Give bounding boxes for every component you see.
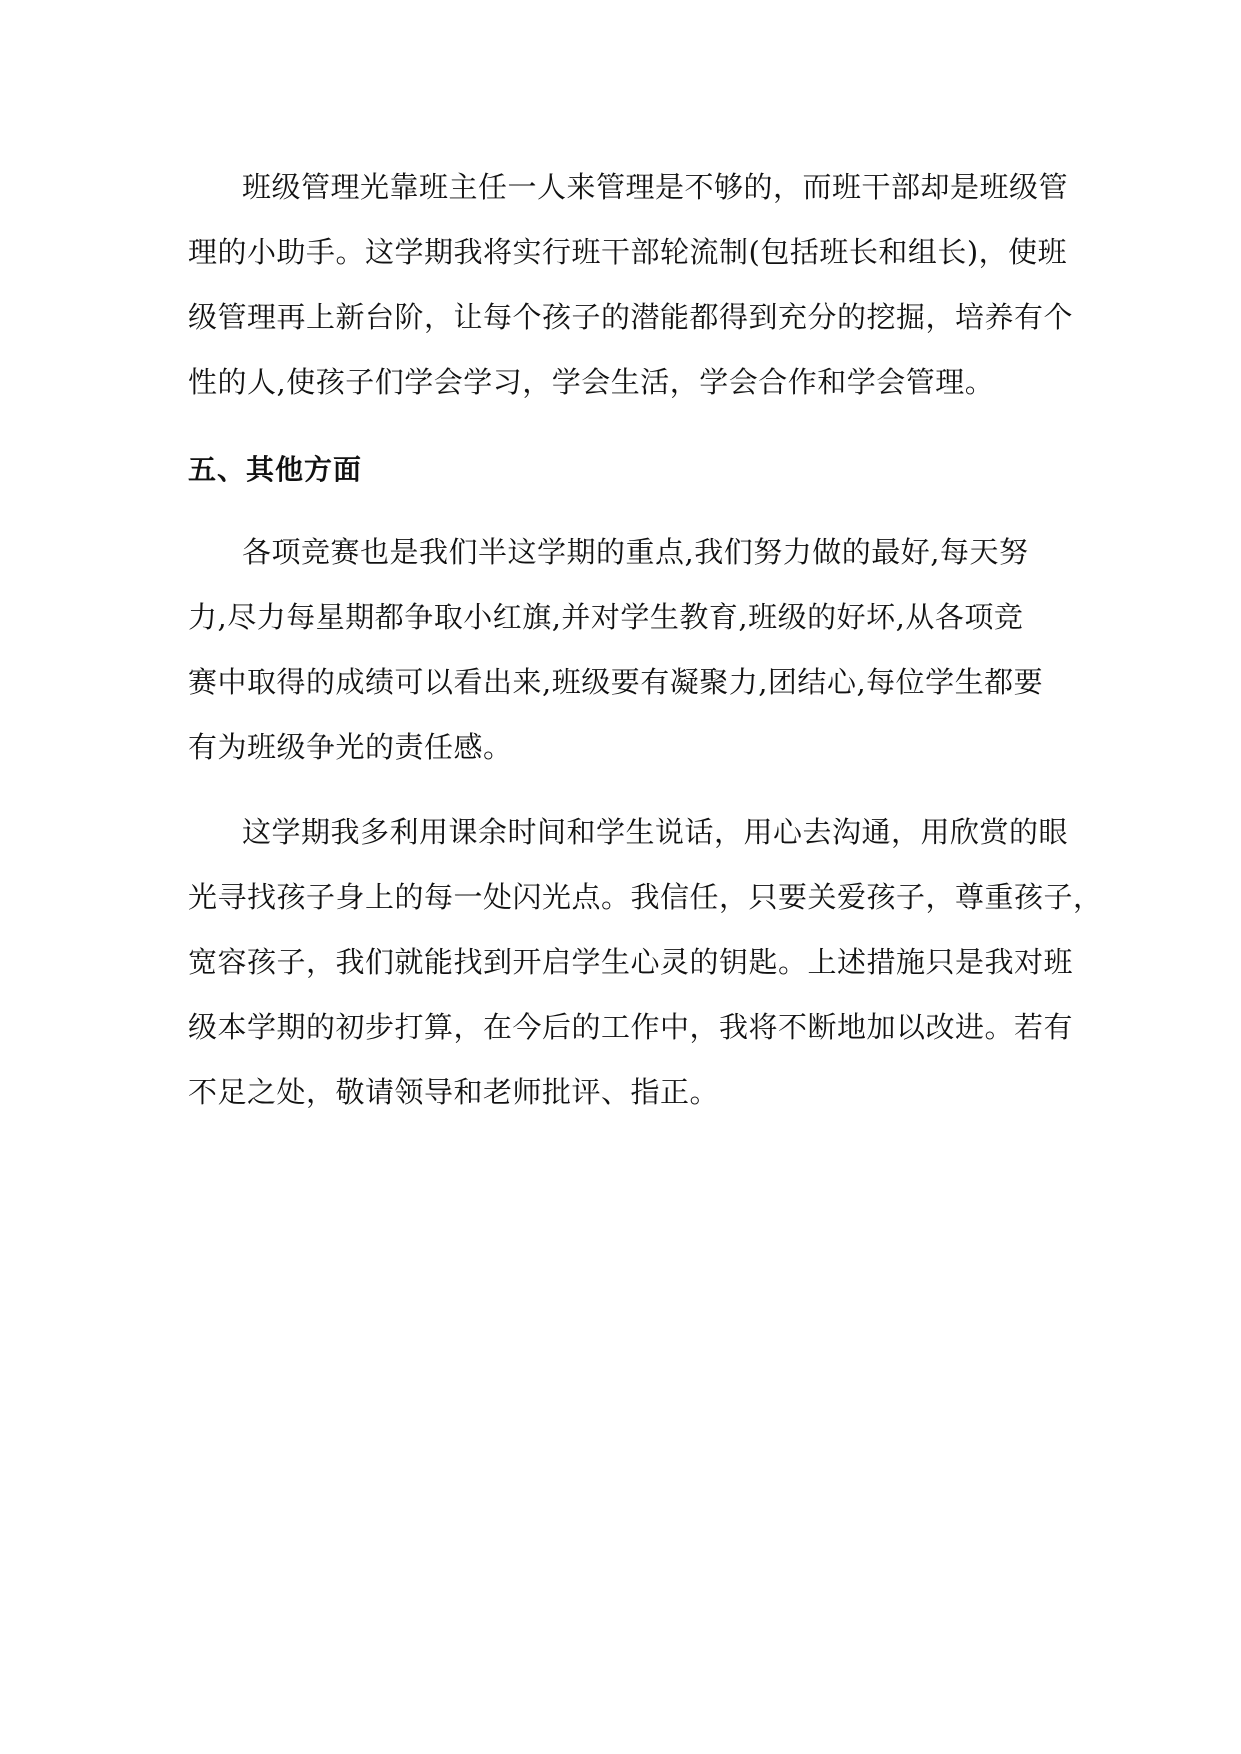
paragraph-line: 宽容孩子，我们就能找到开启学生心灵的钥匙。上述措施只是我对班	[188, 945, 1074, 979]
paragraph-line: 性的人,使孩子们学会学习，学会生活，学会合作和学会管理。	[188, 365, 995, 399]
paragraph-line: 班级管理光靠班主任一人来管理是不够的，而班干部却是班级管	[242, 170, 1069, 204]
section-heading-other-aspects: 五、其他方面	[188, 453, 363, 486]
paragraph-line: 不足之处，敬请领导和老师批评、指正。	[188, 1075, 720, 1109]
paragraph-line: 力,尽力每星期都争取小红旗,并对学生教育,班级的好坏,从各项竞	[188, 600, 1024, 634]
paragraph-line: 赛中取得的成绩可以看出来,班级要有凝聚力,团结心,每位学生都要	[188, 665, 1044, 699]
paragraph-class-management	[188, 155, 1074, 415]
paragraph-line: 光寻找孩子身上的每一处闪光点。我信任，只要关爱孩子，尊重孩子，	[188, 880, 1103, 914]
paragraph-line: 有为班级争光的责任感。	[188, 730, 513, 764]
paragraph-line: 这学期我多利用课余时间和学生说话，用心去沟通，用欣赏的眼	[242, 815, 1069, 849]
paragraph-line: 理的小助手。这学期我将实行班干部轮流制(包括班长和组长)，使班	[188, 235, 1068, 269]
paragraph-line: 各项竞赛也是我们半这学期的重点,我们努力做的最好,每天努	[242, 535, 1029, 569]
paragraph-line: 级管理再上新台阶，让每个孩子的潜能都得到充分的挖掘，培养有个	[188, 300, 1074, 334]
paragraph-competitions	[188, 520, 1058, 780]
paragraph-communication	[188, 800, 1103, 1125]
paragraph-line: 级本学期的初步打算，在今后的工作中，我将不断地加以改进。若有	[188, 1010, 1074, 1044]
